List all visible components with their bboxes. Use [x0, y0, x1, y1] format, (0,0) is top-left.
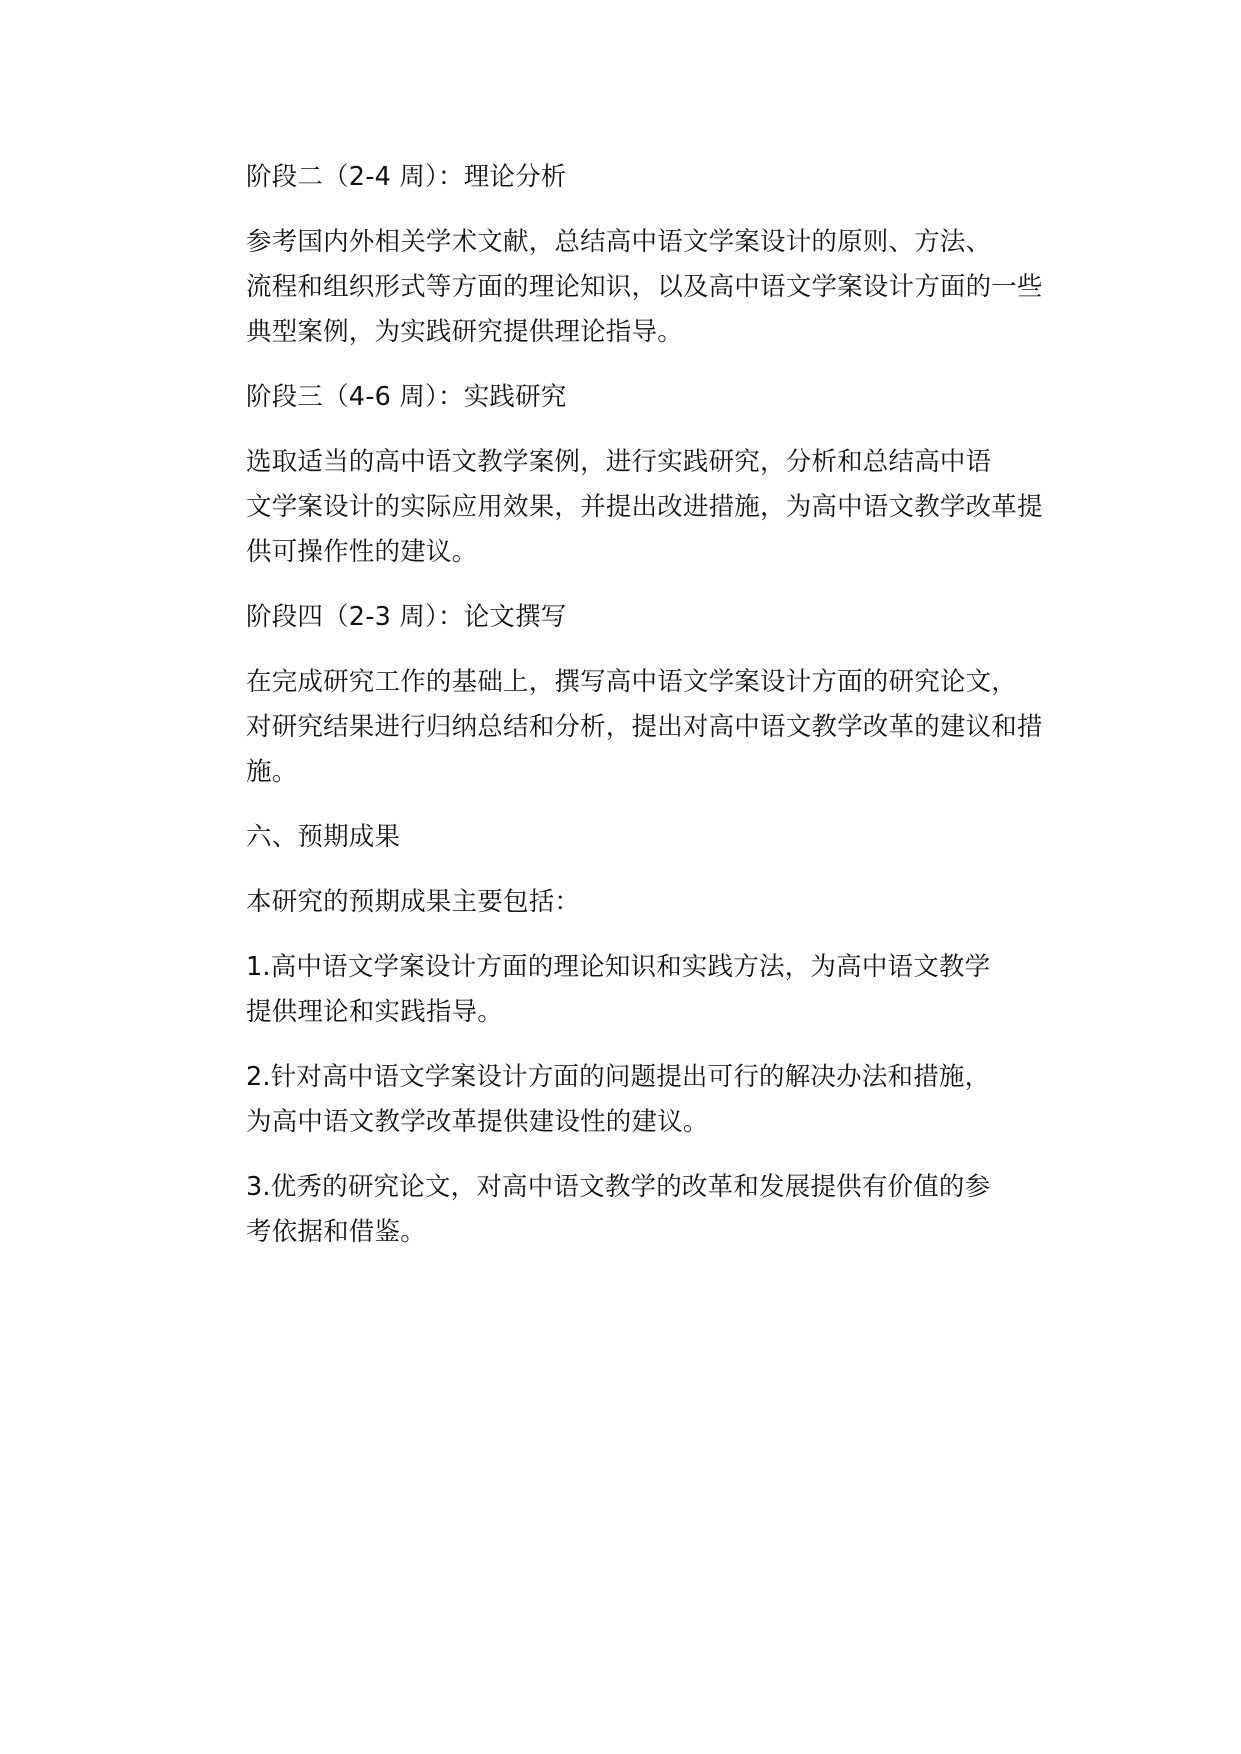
expected-results-heading [188, 815, 1088, 860]
text-line: 提供理论和实践指导。 [246, 997, 504, 1027]
text-line: 3.优秀的研究论文，对高中语文教学的改革和发展提供有价值的参 [246, 1172, 991, 1202]
text-line: 参考国内外相关学术文献，总结高中语文学案设计的原则、方法、 [246, 227, 992, 257]
text-line: 流程和组织形式等方面的理论知识，以及高中语文学案设计方面的一些 [246, 272, 1043, 302]
stage-two-heading [188, 155, 1088, 200]
expected-result-item-1 [188, 945, 1088, 1035]
text-line: 施。 [246, 757, 298, 787]
text-line: 供可操作性的建议。 [246, 537, 478, 567]
text-line: 典型案例，为实践研究提供理论指导。 [246, 317, 683, 347]
text-line: 对研究结果进行归纳总结和分析，提出对高中语文教学改革的建议和措 [246, 712, 1043, 742]
text-line: 阶段四（2-3 周）：论文撰写 [246, 602, 567, 632]
stage-three-heading [188, 375, 1088, 420]
stage-two-description [188, 220, 1088, 355]
text-line: 六、预期成果 [246, 822, 401, 852]
text-line: 在完成研究工作的基础上，撰写高中语文学案设计方面的研究论文， [246, 667, 1018, 697]
expected-result-item-3 [188, 1165, 1088, 1255]
text-line: 选取适当的高中语文教学案例，进行实践研究，分析和总结高中语 [246, 447, 992, 477]
expected-result-item-2 [188, 1055, 1088, 1145]
text-line: 2.针对高中语文学案设计方面的问题提出可行的解决办法和措施， [246, 1062, 991, 1092]
text-line: 阶段三（4-6 周）：实践研究 [246, 382, 567, 412]
expected-results-intro [188, 880, 1088, 925]
text-line: 考依据和借鉴。 [246, 1217, 426, 1247]
stage-four-description [188, 660, 1088, 795]
text-line: 本研究的预期成果主要包括： [246, 887, 581, 917]
stage-four-heading [188, 595, 1088, 640]
text-line: 文学案设计的实际应用效果，并提出改进措施，为高中语文教学改革提 [246, 492, 1043, 522]
text-line: 1.高中语文学案设计方面的理论知识和实践方法，为高中语文教学 [246, 952, 991, 982]
stage-three-description [188, 440, 1088, 575]
text-line: 为高中语文教学改革提供建设性的建议。 [246, 1107, 709, 1137]
text-line: 阶段二（2-4 周）：理论分析 [246, 162, 567, 192]
document-body [188, 155, 1088, 1275]
